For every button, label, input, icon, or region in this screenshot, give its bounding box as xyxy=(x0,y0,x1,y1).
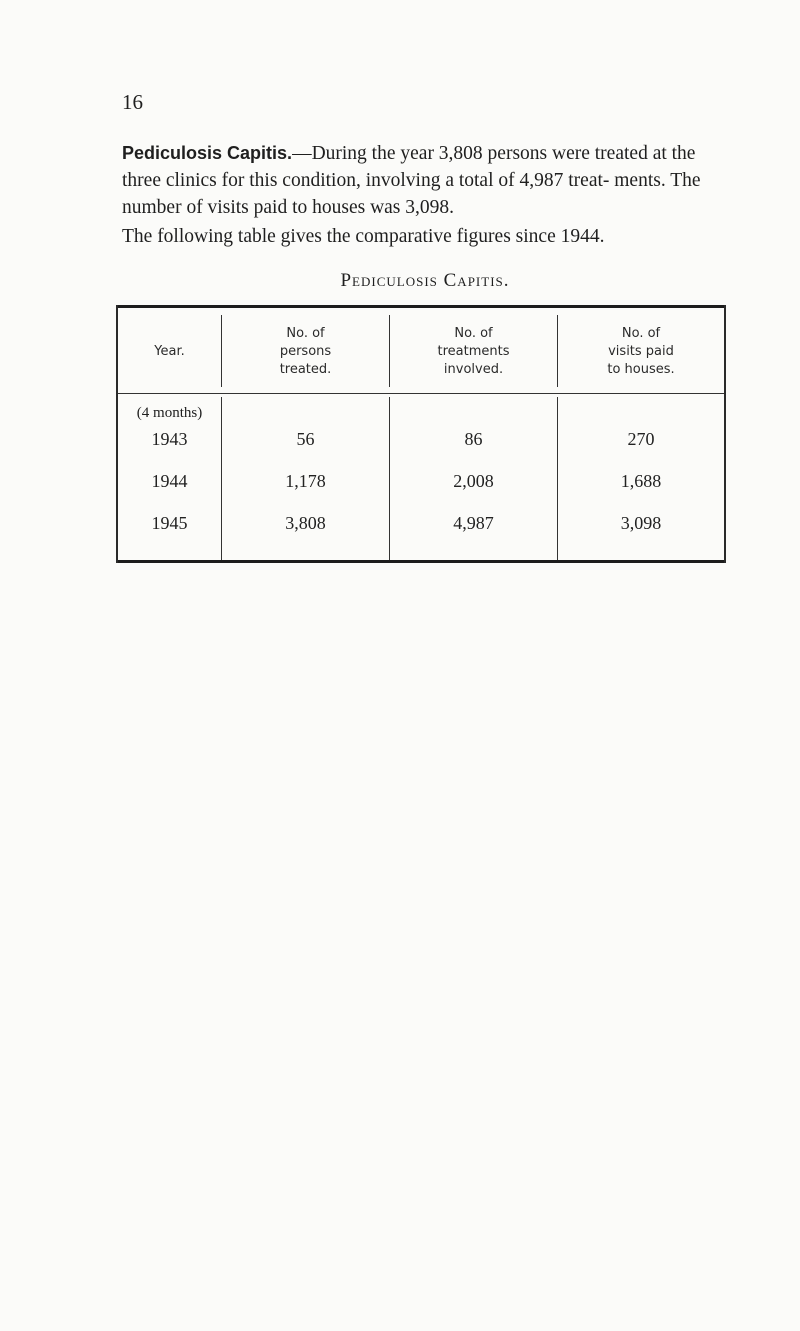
header-line: Year. xyxy=(154,344,185,359)
table-rule-bottom xyxy=(116,560,726,563)
table-rule-right xyxy=(724,305,726,563)
header-treatments-involved xyxy=(390,325,557,379)
header-year xyxy=(118,343,221,361)
paragraph-table-intro: The following table gives the comparative figures since 1944. xyxy=(122,226,605,247)
data-table xyxy=(116,305,726,564)
table-cell-visits: 3,098 xyxy=(620,513,662,533)
table-header-rule xyxy=(118,393,724,394)
table-cell-visits: 270 xyxy=(627,429,655,449)
page-number: 16 xyxy=(122,90,143,114)
table-cell-year: 1944 xyxy=(151,471,188,491)
header-line: No. of xyxy=(286,326,325,341)
header-line: involved. xyxy=(443,362,504,377)
year-note: (4 months) xyxy=(136,405,203,421)
table-cell-treatments: 2,008 xyxy=(453,471,494,491)
header-visits-paid xyxy=(558,325,724,379)
run-in-heading: Pediculosis Capitis. xyxy=(122,143,293,163)
table-cell-persons: 3,808 xyxy=(285,513,326,533)
table-title xyxy=(0,270,800,292)
table-cell-persons: 56 xyxy=(296,429,315,449)
table-cell-year: 1943 xyxy=(151,429,188,449)
paragraph-pediculosis xyxy=(122,140,732,221)
table-cell-persons: 1,178 xyxy=(285,471,326,491)
table-title-text: Pediculosis Capitis. xyxy=(340,270,510,291)
header-line: to houses. xyxy=(607,362,675,377)
table-rule-top xyxy=(116,305,726,308)
header-line: No. of xyxy=(454,326,493,341)
header-persons-treated xyxy=(222,325,389,379)
table-cell-year: 1945 xyxy=(151,513,188,533)
header-line: No. of xyxy=(621,326,661,341)
table-cell-visits: 1,688 xyxy=(620,471,662,491)
header-line: treated. xyxy=(279,362,332,377)
header-line: visits paid xyxy=(608,344,674,359)
table-cell-treatments: 4,987 xyxy=(453,513,494,533)
table-cell-treatments: 86 xyxy=(464,429,483,449)
header-line: treatments xyxy=(437,344,510,359)
header-line: persons xyxy=(279,344,332,359)
paragraph-body: —During the year 3,808 persons were treated at the three clinics for this condition, involving a total of 4,987 treat- ments. The number of visits paid to houses was 3,098. xyxy=(122,143,701,218)
